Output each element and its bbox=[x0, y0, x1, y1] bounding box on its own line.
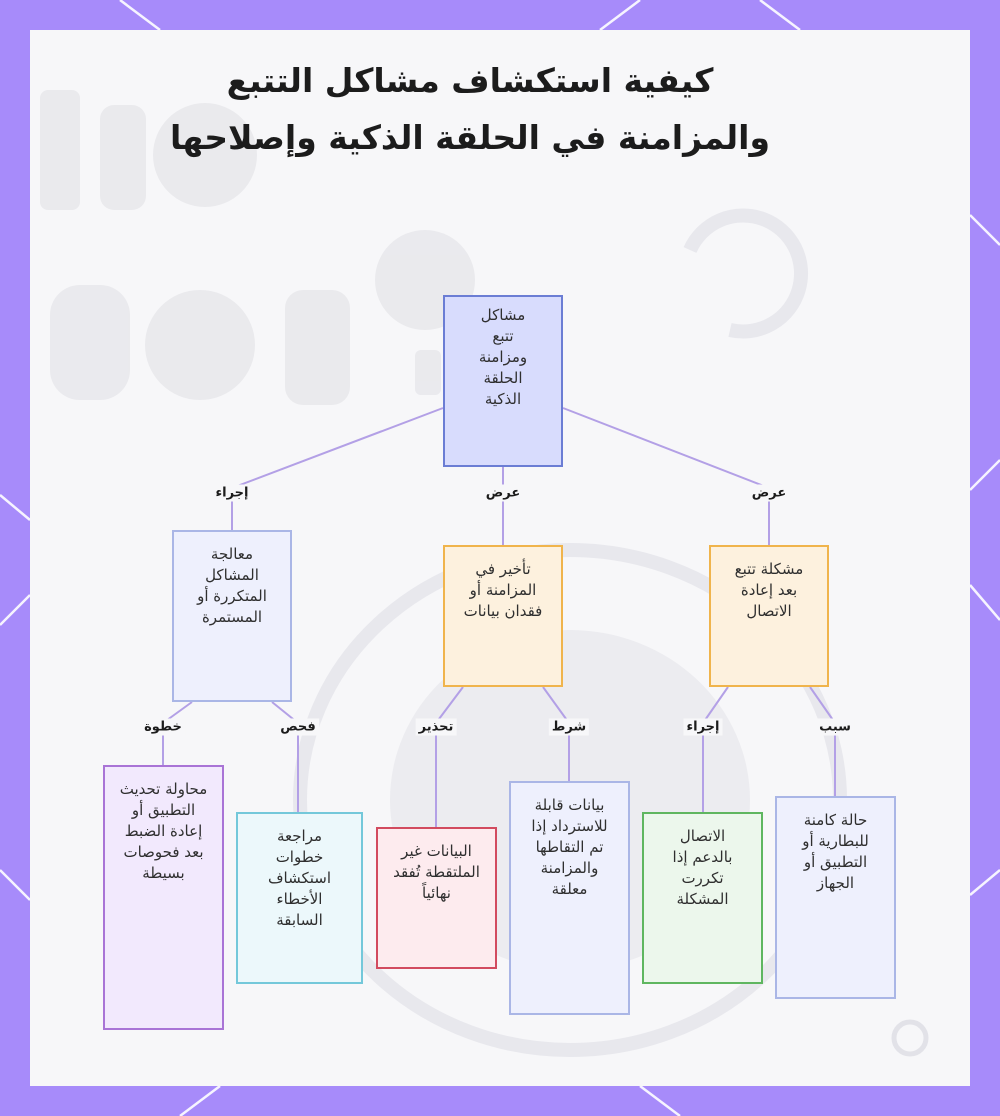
edge-label-action: إجراء bbox=[683, 719, 722, 736]
root-node bbox=[443, 295, 563, 467]
sync-node-label: تأخير في المزامنة أو فقدان بيانات bbox=[463, 560, 543, 620]
lost-node-label: البيانات غير الملتقطة تُفقد نهائياً bbox=[393, 842, 480, 902]
edge-label-show: عرض bbox=[483, 485, 523, 502]
diagram-title: كيفية استكشاف مشاكل التتبع والمزامنة في الحلقة الذكية وإصلاحها bbox=[170, 61, 770, 157]
cause-node-label: حالة كامنة للبطارية أو التطبيق أو الجهاز bbox=[802, 811, 869, 892]
edge-root-tracking bbox=[563, 408, 769, 488]
edge-label-warning: تحذير bbox=[416, 719, 457, 736]
sync-node bbox=[443, 545, 563, 687]
update-node-label: محاولة تحديث التطبيق أو إعادة الضبط بعد فحوصات بسيطة bbox=[119, 780, 208, 882]
support-node-label: الاتصال بالدعم إذا تكررت المشكلة bbox=[672, 827, 733, 908]
edge-label-condition: شرط bbox=[549, 719, 589, 736]
edge-label-check: فحص bbox=[277, 719, 319, 736]
update-node bbox=[103, 765, 224, 1030]
tracking-node bbox=[709, 545, 829, 687]
edge-root-recurring bbox=[232, 408, 443, 488]
tracking-node-label: مشكلة تتبع بعد إعادة الاتصال bbox=[734, 560, 804, 620]
edge-label-cause: سبب bbox=[816, 719, 854, 736]
lost-node bbox=[376, 827, 497, 969]
edge-label-show: عرض bbox=[749, 485, 789, 502]
root-node-label: مشاكل تتبع ومزامنة الحلقة الذكية bbox=[478, 306, 528, 408]
cause-node bbox=[775, 796, 896, 999]
recoverable-node-label: بيانات قابلة للاسترداد إذا تم التقاطها والمزامنة معلقة bbox=[531, 796, 608, 898]
recurring-node bbox=[172, 530, 292, 702]
review-node-label: مراجعة خطوات استكشاف الأخطاء السابقة bbox=[267, 827, 332, 929]
support-node bbox=[642, 812, 763, 984]
recurring-node-label: معالجة المشاكل المتكررة أو المستمرة bbox=[197, 545, 267, 626]
review-node bbox=[236, 812, 363, 984]
edge-label-action: إجراء bbox=[212, 485, 251, 502]
edge-label-step: خطوة bbox=[141, 719, 185, 736]
recoverable-node bbox=[509, 781, 630, 1015]
